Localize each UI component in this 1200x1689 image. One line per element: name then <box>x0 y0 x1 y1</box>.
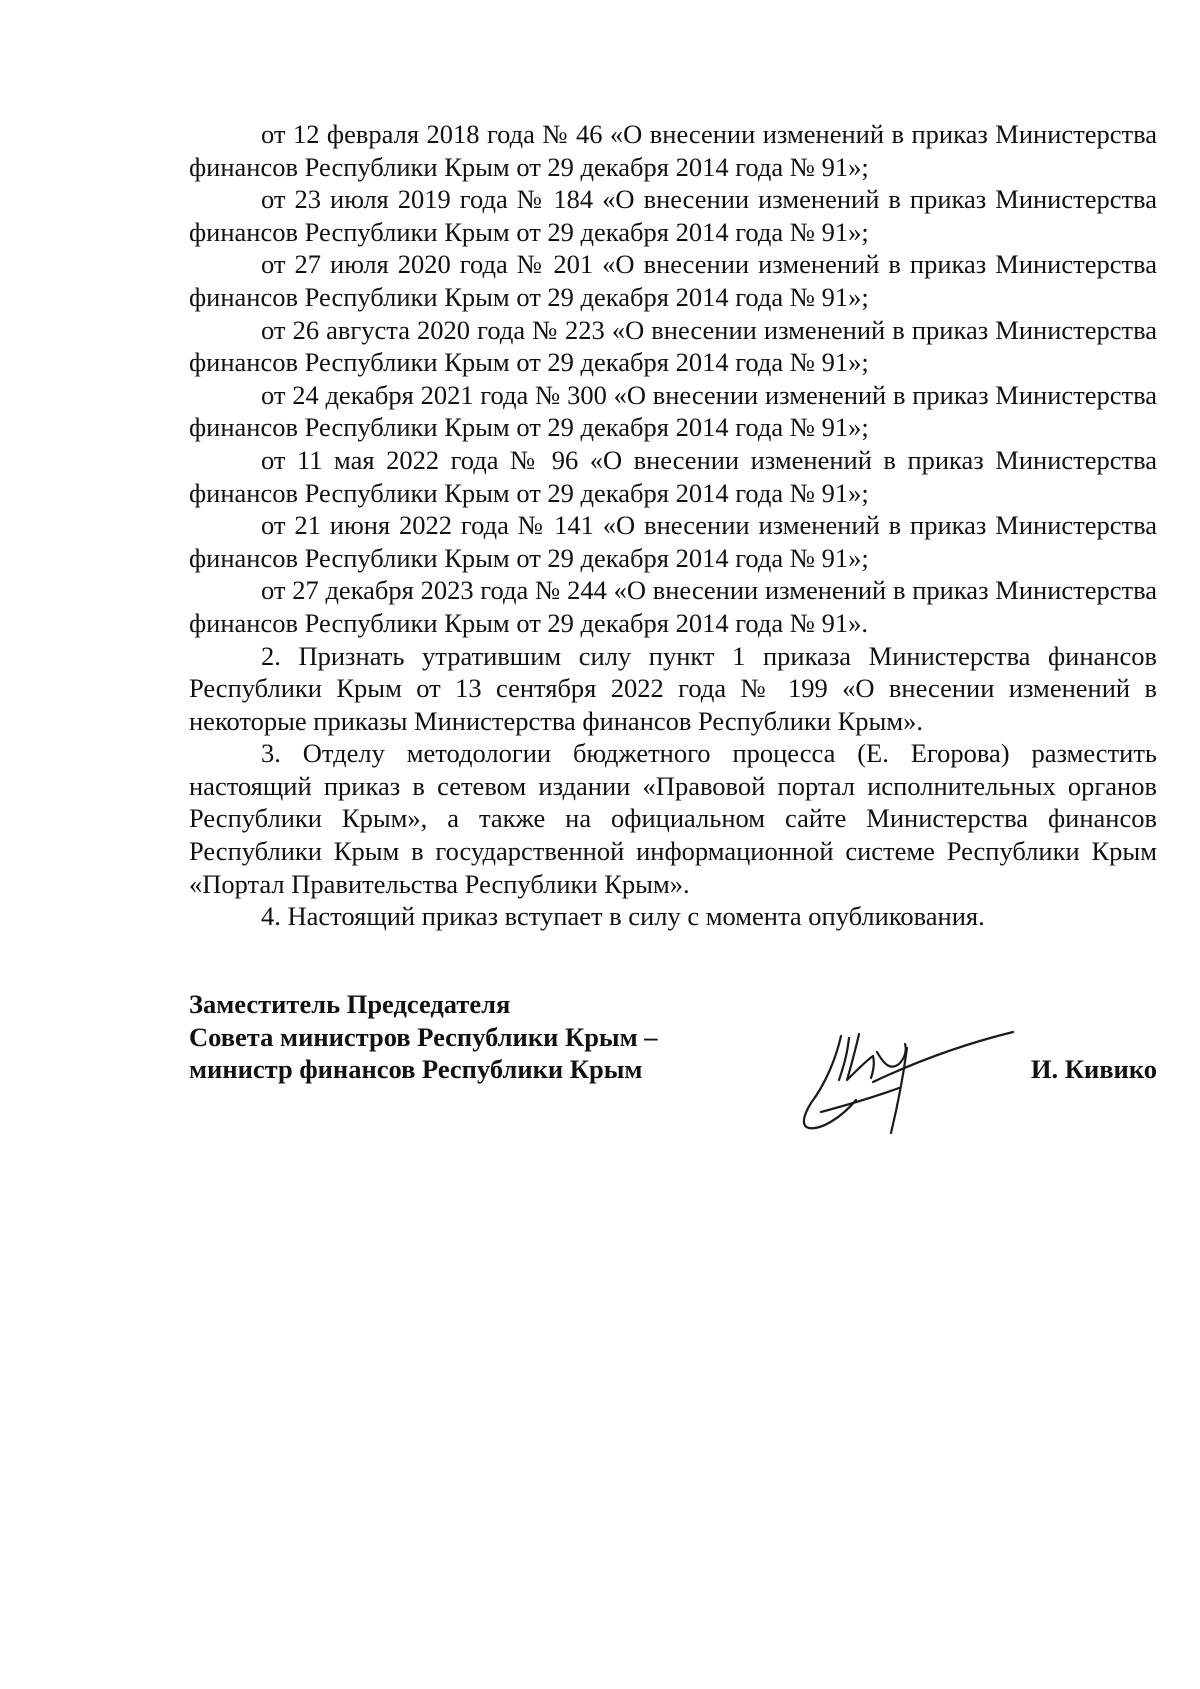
signatory-title <box>189 988 658 1086</box>
paragraph-amendment-2018: от 12 февраля 2018 года № 46 «О внесении изменений в приказ Министерства финансов Республики Крым от 29 декабря 2014 года № 91»; <box>189 119 1157 182</box>
signature-block <box>189 988 1157 1148</box>
handwritten-signature <box>781 1008 1021 1138</box>
paragraph-amendment-2023: от 27 декабря 2023 года № 244 «О внесении изменений в приказ Министерства финансов Республики Крым от 29 декабря 2014 года № 91». <box>189 575 1157 638</box>
paragraph-amendment-2020-july: от 27 июля 2020 года № 201 «О внесении изменений в приказ Министерства финансов Республики Крым от 29 декабря 2014 года № 91»; <box>189 249 1157 312</box>
clause-4: 4. Настоящий приказ вступает в силу с момента опубликования. <box>261 901 985 932</box>
document-body <box>189 118 1157 933</box>
clause-2: 2. Признать утратившим силу пункт 1 приказа Министерства финансов Республики Крым от 13 сентября 2022 года № 199 «О внесении изменений в некоторые приказы Министерства финансов Республики Крым». <box>189 640 1157 736</box>
clause-3: 3. Отделу методологии бюджетного процесса (Е. Егорова) разместить настоящий приказ в сетевом издании «Правовой портал исполнительных органов Республики Крым», а также на официальном сайте Министерства финансов Республики Крым в государственной информационной системе Республики Крым «Портал Правительства Республики Крым». <box>189 738 1157 899</box>
signatory-title-line: Заместитель Председателя <box>189 989 511 1019</box>
signatory-title-line: Совета министров Республики Крым – <box>189 1021 658 1052</box>
paragraph-amendment-2022-june: от 21 июня 2022 года № 141 «О внесении изменений в приказ Министерства финансов Республики Крым от 29 декабря 2014 года № 91»; <box>189 510 1157 573</box>
paragraph-amendment-2020-august: от 26 августа 2020 года № 223 «О внесении изменений в приказ Министерства финансов Республики Крым от 29 декабря 2014 года № 91»; <box>189 314 1157 378</box>
signatory-name: И. Кивико <box>1030 1054 1157 1084</box>
paragraph-amendment-2019: от 23 июля 2019 года № 184 «О внесении изменений в приказ Министерства финансов Республики Крым от 29 декабря 2014 года № 91»; <box>189 184 1157 247</box>
paragraph-amendment-2022-may: от 11 мая 2022 года № 96 «О внесении изменений в приказ Министерства финансов Республики Крым от 29 декабря 2014 года № 91»; <box>189 444 1157 508</box>
paragraph-amendment-2021: от 24 декабря 2021 года № 300 «О внесении изменений в приказ Министерства финансов Республики Крым от 29 декабря 2014 года № 91»; <box>189 379 1157 443</box>
signatory-title-line: министр финансов Республики Крым <box>189 1054 643 1085</box>
